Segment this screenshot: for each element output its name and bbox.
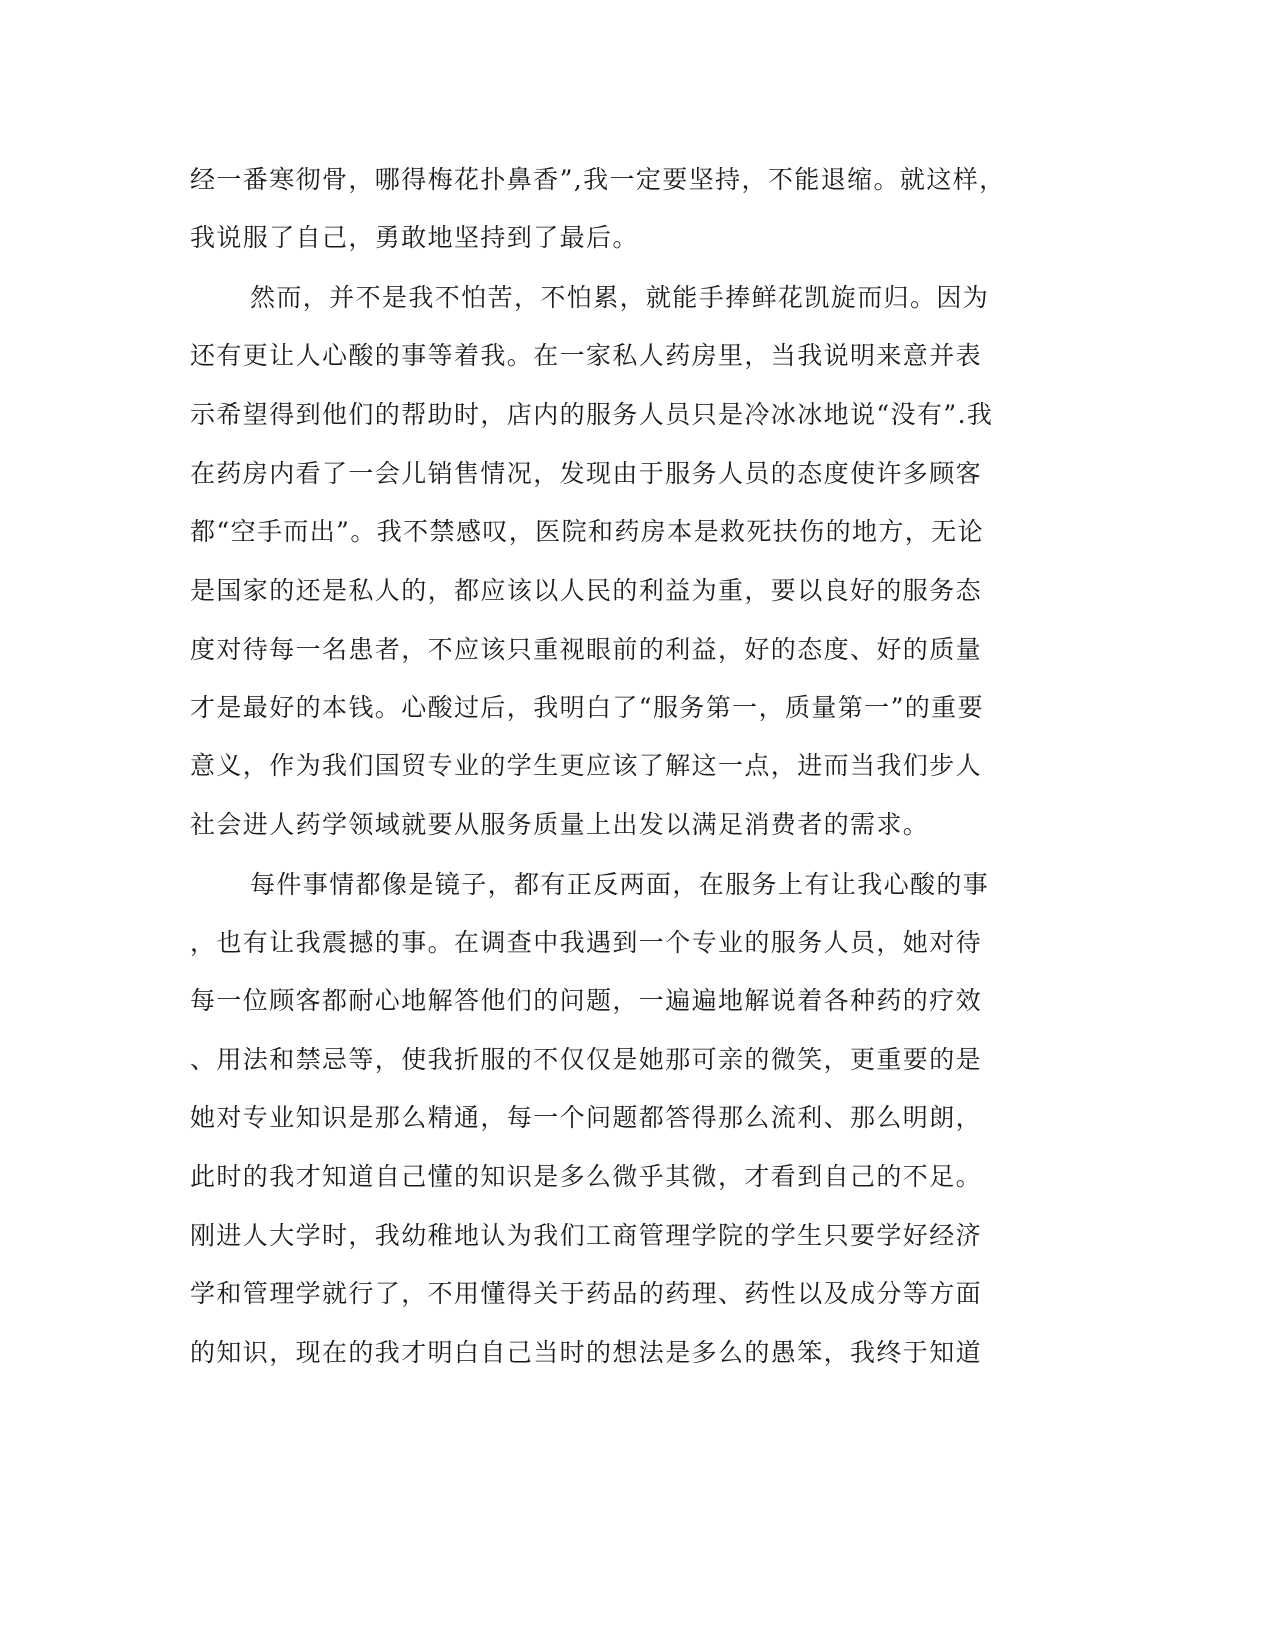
text-line: 每一位顾客都耐心地解答他们的问题，一遍遍地解说着各种药的疗效 (190, 986, 983, 1015)
text-line: 社会进人药学领域就要从服务质量上出发以满足消费者的需求。 (190, 810, 930, 839)
text-line: 我说服了自己，勇敢地坚持到了最后。 (190, 223, 639, 252)
text-line: 在药房内看了一会儿销售情况，发现由于服务人员的态度使许多顾客 (190, 459, 983, 488)
text-line: 的知识，现在的我才明白自己当时的想法是多么的愚笨，我终于知道 (190, 1338, 983, 1367)
text-line: 还有更让人心酸的事等着我。在一家私人药房里，当我说明来意并表 (190, 341, 983, 370)
text-line: 她对专业知识是那么精通，每一个问题都答得那么流利、那么明朗， (190, 1103, 983, 1132)
text-line: 才是最好的本钱。心酸过后，我明白了“服务第一，质量第一”的重要 (190, 693, 984, 722)
text-line: 度对待每一名患者，不应该只重视眼前的利益，好的态度、好的质量 (190, 635, 983, 664)
text-line: ，也有让我震撼的事。在调查中我遇到一个专业的服务人员，她对待 (190, 928, 983, 957)
text-line: 是国家的还是私人的，都应该以人民的利益为重，要以良好的服务态 (190, 576, 983, 605)
text-line: 此时的我才知道自己懂的知识是多么微乎其微，才看到自己的不足。 (190, 1162, 983, 1191)
paragraph-start-line: 然而，并不是我不怕苦，不怕累，就能手捧鲜花凯旋而归。因为 (250, 283, 990, 312)
text-line: 都“空手而出”。我不禁感叹，医院和药房本是救死扶伤的地方，无论 (190, 517, 984, 546)
text-line: 学和管理学就行了，不用懂得关于药品的药理、药性以及成分等方面 (190, 1279, 983, 1308)
paragraph-start-line: 每件事情都像是镜子，都有正反两面，在服务上有让我心酸的事 (250, 870, 990, 899)
text-line: 意义，作为我们国贸专业的学生更应该了解这一点，进而当我们步人 (190, 751, 983, 780)
text-line: 经一番寒彻骨，哪得梅花扑鼻香”,我一定要坚持，不能退缩。就这样， (190, 165, 1006, 194)
text-line: 、用法和禁忌等，使我折服的不仅仅是她那可亲的微笑，更重要的是 (190, 1045, 983, 1074)
text-line: 示希望得到他们的帮助时，店内的服务人员只是冷冰冰地说“没有”.我 (190, 400, 994, 429)
text-line: 刚进人大学时，我幼稚地认为我们工商管理学院的学生只要学好经济 (190, 1221, 983, 1250)
